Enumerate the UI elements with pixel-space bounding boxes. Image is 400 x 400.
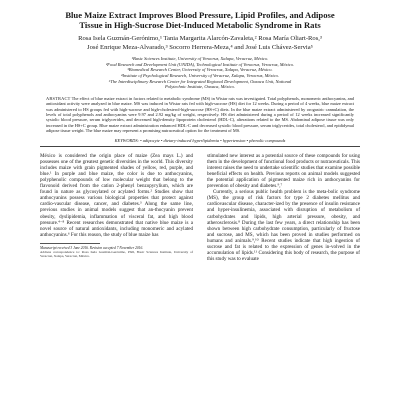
body-columns — [40, 153, 360, 262]
left-column — [40, 153, 193, 262]
affiliation-2: ²Food Research and Development Unit (UNIDA), Technological Institute of Veracruz, Veracruz, México. — [105, 61, 295, 67]
authors-line-2: José Enrique Meza-Alvarado,³ Socorro Herrera-Meza,⁴ and José Luis Chávez-Servia⁵ — [87, 43, 313, 51]
footnote-divider — [40, 243, 100, 244]
paper-title — [40, 10, 360, 30]
abstract-text: The effect of blue maize extract in factors related to metabolic syndrome (MS) in Wistar rats was investigated. Total polyphenols, monomeric anthocyanins, and antioxidant activity were analyzed in blue maize. MS was induced in Wistar rats fed with high-sucrose (HS) diet for 12 weeks. During a period of 4 weeks, blue maize extract was administered to HS groups fed with high-sucrose and high-cholesterol-high-sucrose (HS+C) diets. In the blue maize extract administered by orogastric cannulation, the levels of total polyphenols and anthocyanins were 9.97 and 2.92 mg/kg of weight, respectively. HS diet administered during a period of 12 weeks increased significantly systolic blood pressure, serum triglycerides, and decreased high-density lipoprotein cholesterol (HDL-C), alterations related to the MS. Abdominal adipose tissue was only increased in the HS+C group. Blue maize extract administration enhanced HDL-C and decreased systolic blood pressure, serum triglycerides, total cholesterol, and epididymal adipose tissue weight. The blue maize may represent a promising nutraceutical option for the treatment of MS. — [46, 95, 354, 134]
intro-paragraph-2: stimulated new interest as a potential source of these compounds for using them in the development of functional food products or nutraceuticals. This interest raises the need to undertake scientific studies that examine possible beneficial effects on health. Previous reports on animal models suggested the potential application of pigmented maize rich in anthocyanins for prevention of obesity and diabetes.⁹,⁷ — [207, 153, 360, 190]
intro-paragraph-1: México is considered the origin place of maize (Zea mays L.) and possesses one of the greatest genetic diversities in the world. This diversity includes maize with grain pigmented shades of yellow, red, purple, and blue.¹ In purple and blue maize, the color is due to anthocyanins, polyphenolic compounds of low molecular weight that belong to the flavonoid derived from the cation 2-phenyl benzopyrylium, which are found in nature as glycosylated or acylated forms.² Studies show that anthocyanins possess various biological properties that protect against cardio-vascular disease, cancer, and diabetes.³ Along the same line, previous studies in animal models suggest that an-thocyanin prevent obesity, dyslipidemia, inflammation of visceral fat, and high blood pressure.⁴⁻⁸ Recent researches demonstrated that native blue maize is a novel source of natural antioxidants, including monomeric and acylated anthocyanins.⁶ For this reason, the study of blue maize has — [40, 153, 193, 238]
affiliation-3: ³Biomedical Research Center, University of Veracruz, Xalapa, Veracruz, México. — [127, 67, 273, 73]
correspondence-note: Address correspondence to: Rosa Isela Guzmán-Gerónimo, PhD, Basic Sciences Institute, University of Veracruz, Xalapa, Veracruz, México. — [40, 250, 193, 259]
right-column — [207, 153, 360, 262]
manuscript-dates: Manuscript received 3 June 2016. Revision accepted 7 November 2016. — [40, 245, 144, 250]
title-line-2: Tissue in High-Sucrose Diet-Induced Metabolic Syndrome in Rats — [79, 20, 321, 31]
section-divider — [40, 146, 360, 147]
affiliation-1: ¹Basic Sciences Institute, University of Veracruz, Xalapa, Veracruz, México. — [131, 56, 269, 62]
affiliation-5-cont: Polytechnic Institute, Oaxaca, México. — [165, 84, 235, 90]
authors-line-1: Rosa Isela Guzmán-Gerónimo,¹ Tania Margarita Alarcón-Zavaleta,² Rosa María Oliart-Ros,³ — [78, 35, 322, 43]
title-line-1: Blue Maize Extract Improves Blood Pressure, Lipid Profiles, and Adipose — [65, 10, 335, 20]
keywords: KEYWORDS: • adipocyte • dietary-induced hyperlipidemia • hypertension • phenolic compounds — [114, 137, 286, 143]
author-list — [40, 35, 360, 52]
intro-paragraph-3: Currently, a serious public health problem is the meta-bolic syndrome (MS), the group of risk factors for type 2 diabetes mellitus and cardiovascular disease, character-ized by the presence of insulin resistance and hyper-insulinemia, associated with disruption of metabolism of carbohydrates and lipids, high arterial pressure, obesity, and atherosclerosis.⁸ During the last few years, a direct relationship has been shown between high carbohydrate consumption, particularly of fructose and sucrose, and MS, which has been proved in studies performed on humans and animals.⁹,¹⁰ Recent studies indicate that high ingestion of sucrose and fat is related to the expression of genes in-volved in the accumulation of lipids.¹¹ Considering this body of research, the purpose of this study was to evaluate — [207, 189, 360, 262]
abstract — [46, 96, 354, 134]
affiliation-5: ⁵The Interdisciplinary Research Center for Integrated Regional Development, Oaxaca Unit, National — [108, 78, 292, 84]
affiliations — [40, 56, 360, 90]
abstract-label: ABSTRACT — [46, 95, 71, 101]
affiliation-4: ⁴Institute of Psychological Research, University of Veracruz, Xalapa, Veracruz, México. — [120, 73, 280, 78]
